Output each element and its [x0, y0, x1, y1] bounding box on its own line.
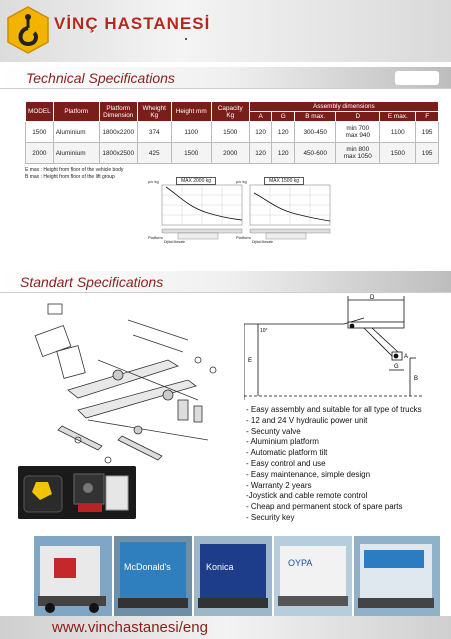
th-bmax: B max. [295, 112, 336, 122]
graph-title: MAX 1500 kg [264, 177, 304, 185]
dimension-diagram [244, 292, 422, 404]
feature-item: -Joystick and cable remote control [246, 491, 368, 501]
table-notes [25, 167, 123, 181]
technical-section-bar [0, 67, 451, 89]
feature-item: - Security key [246, 512, 295, 522]
feature-item: - Secunty valve [246, 426, 301, 436]
standard-section-title: Standart Specifications [20, 274, 164, 290]
header [0, 0, 451, 62]
diagram-label-angle: 10° [260, 328, 268, 334]
cell-weight: 425 [137, 143, 171, 164]
cell-d-max: max 1050 [343, 153, 372, 160]
cell-capacity: 1500 [211, 122, 249, 143]
feature-item: - 12 and 24 V hydraulic power unit [246, 415, 368, 425]
cell-emax: 1100 [380, 122, 416, 143]
cell-bmax: 300-450 [295, 122, 336, 143]
graph-xlabel: Platform [236, 235, 251, 240]
cell-d-min: min 700 [346, 125, 370, 132]
technical-section-title: Technical Specifications [26, 70, 175, 86]
feature-item: - Cheap and permanent stock of spare parts [246, 502, 403, 512]
photo-text: OYPA [288, 558, 313, 568]
th-height: Height mm [171, 102, 211, 122]
photo-text: McDonald's [124, 562, 171, 572]
cell-height: 1100 [171, 122, 211, 143]
diagram-label-d: D [370, 295, 375, 301]
spec-table [25, 101, 439, 164]
cell-weight: 374 [137, 122, 171, 143]
feature-item: - Easy maintenance, simple design [246, 469, 371, 479]
th-g: G [272, 112, 295, 122]
cell-dimension: 1800x2500 [99, 143, 137, 164]
truck-photo-2 [114, 536, 192, 616]
truck-photo-5 [354, 536, 440, 616]
th-model: MODEL [26, 102, 54, 122]
cell-f: 195 [416, 122, 439, 143]
footer-url[interactable]: www.vinchastanesi/eng [52, 619, 208, 636]
note-b: B max : Height from floor of the lift group [25, 174, 115, 180]
cell-d [336, 122, 380, 143]
footer [0, 616, 451, 639]
cell-platform: Aluminium [53, 122, 99, 143]
cell-g: 120 [272, 143, 295, 164]
hydraulic-pump-photo [18, 466, 136, 519]
cell-g: 120 [272, 122, 295, 143]
feature-item: - Warranty 2 years [246, 480, 312, 490]
th-platform: Platform [53, 102, 99, 122]
header-dot [185, 38, 187, 40]
load-graph-2000 [148, 177, 248, 247]
th-weight: Wheight Kg [137, 102, 171, 122]
cell-capacity: 2000 [211, 143, 249, 164]
graph-xlabel: Platform [148, 235, 163, 240]
th-platform-dimension: Platform Dimension [99, 102, 137, 122]
feature-item: - Easy control and use [246, 458, 326, 468]
graph-ylabel: p/c kg [236, 179, 247, 184]
truck-photo-3 [194, 536, 272, 616]
cell-d-min: min 800 [346, 146, 370, 153]
cell-platform: Aluminium [53, 143, 99, 164]
note-e: E max : Height from floor of the vehicle body [25, 167, 124, 173]
truck-photo-1 [34, 536, 112, 616]
th-capacity: Capacity Kg [211, 102, 249, 122]
cell-model: 1500 [26, 122, 54, 143]
pump-graphic [18, 466, 136, 519]
diagram-label-e: E [248, 358, 253, 364]
cell-bmax: 450-600 [295, 143, 336, 164]
cell-dimension: 1800x2200 [99, 122, 137, 143]
table-row [26, 122, 439, 143]
th-d: D [336, 112, 380, 122]
truck-photo-strip [34, 536, 440, 616]
diagram-label-a: A [404, 354, 409, 360]
cell-d [336, 143, 380, 164]
crane-hook-icon [6, 6, 50, 54]
exploded-parts-drawing [18, 300, 238, 470]
table-row [26, 143, 439, 164]
brand-name: VİNÇ HASTANESİ [54, 14, 211, 33]
th-a: A [249, 112, 272, 122]
feature-item: - Automatic platform tilt [246, 448, 328, 458]
cell-a: 120 [249, 143, 272, 164]
th-emax: E max. [380, 112, 416, 122]
load-curve-graphic [236, 177, 336, 247]
diagram-label-g: G [394, 364, 399, 370]
cell-height: 1500 [171, 143, 211, 164]
standard-section-bar [0, 271, 451, 293]
graph-sub: Dijital Mesafe [164, 240, 186, 244]
graph-title: MAX 2000 kg [176, 177, 216, 185]
graph-sub: Dijital Mesafe [252, 240, 274, 244]
photo-text: Konica [206, 562, 234, 572]
feature-item: - Aluminium platform [246, 437, 319, 447]
th-assembly: Assembly dimensions [249, 102, 438, 112]
diagram-label-b: B [414, 376, 419, 382]
load-graph-1500 [236, 177, 336, 247]
section-tag [395, 71, 439, 85]
cell-d-max: max 940 [345, 132, 371, 139]
load-curve-graphic [148, 177, 248, 247]
graph-ylabel: p/c kg [148, 179, 159, 184]
cell-model: 2000 [26, 143, 54, 164]
cell-a: 120 [249, 122, 272, 143]
cell-f: 195 [416, 143, 439, 164]
truck-photo-4 [274, 536, 352, 616]
cell-emax: 1500 [380, 143, 416, 164]
feature-item: - Easy assembly and suitable for all type of trucks [246, 405, 422, 414]
th-f: F [416, 112, 439, 122]
features-list [246, 405, 422, 524]
